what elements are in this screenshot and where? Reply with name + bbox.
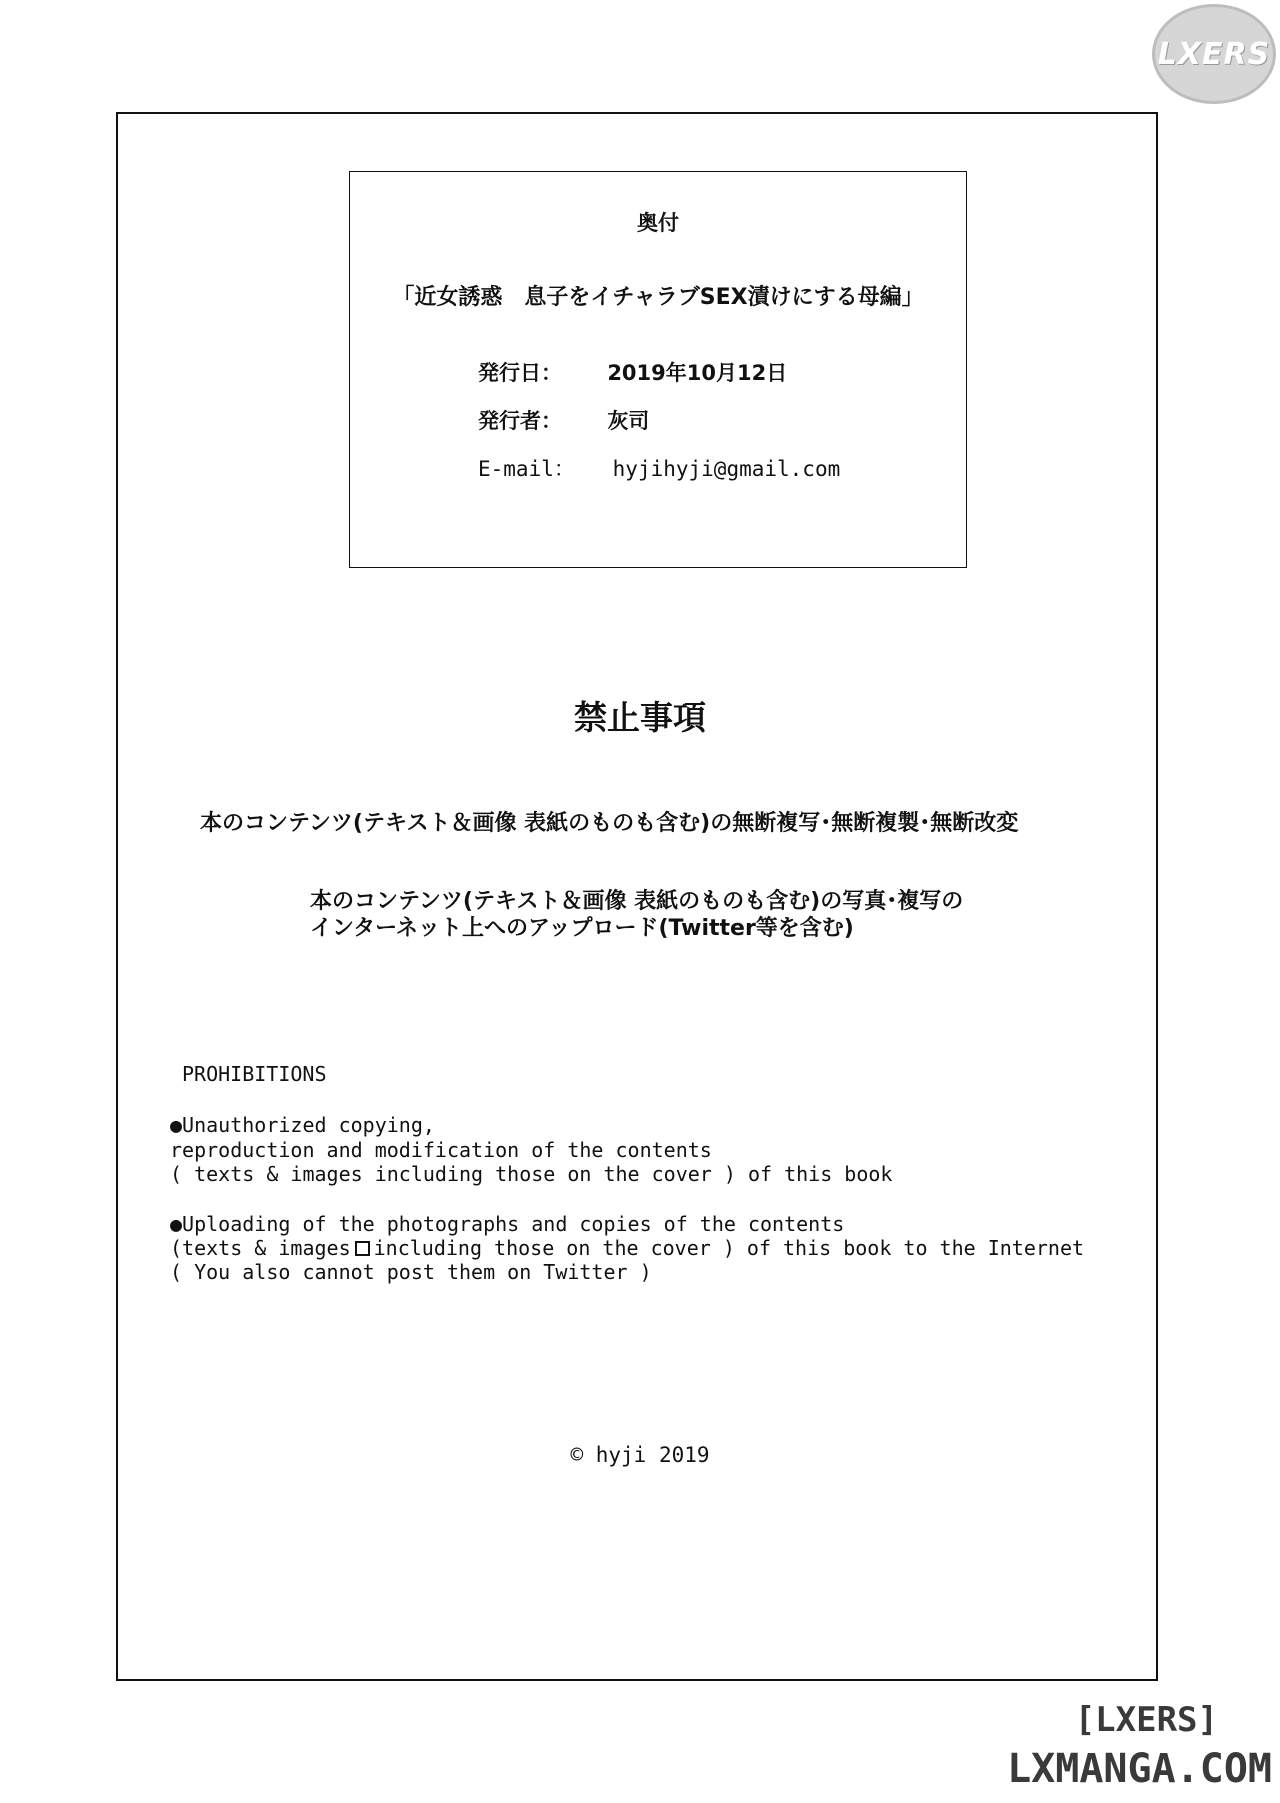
- work-title: 「近女誘惑 息子をイチャラブSEX漬けにする母編」: [392, 285, 924, 310]
- email-value: hyjihyji@gmail.com: [612, 457, 841, 481]
- publish-date-row: [478, 357, 787, 387]
- prohibition-jp-item-1: 本のコンテンツ(テキスト＆画像 表紙のものも含む)の無断複写･無断複製･無断改変: [200, 811, 1019, 836]
- watermark-line-2: LXMANGA.COM: [1007, 1746, 1272, 1792]
- colophon-box: [349, 171, 967, 568]
- publisher-row: [478, 405, 649, 435]
- prohibition-en-item-2-line-2a: (texts & images: [170, 1236, 351, 1260]
- colophon-title: 奥付: [637, 211, 679, 235]
- site-logo: [1152, 4, 1276, 104]
- publish-date-value: 2019年10月12日: [607, 361, 788, 385]
- site-logo-text: LXERS: [1157, 36, 1271, 72]
- email-label: E-mail：: [478, 457, 575, 481]
- publisher-value: 灰司: [607, 409, 650, 433]
- prohibition-en-item-2-line-1: ●Uploading of the photographs and copies of the contents: [170, 1212, 845, 1236]
- prohibition-en-item-1-line-3: ( texts & images including those on the cover ) of this book: [170, 1162, 893, 1186]
- publisher-label: 発行者：: [478, 409, 562, 433]
- prohibition-en-item-1-line-1: ●Unauthorized copying,: [170, 1113, 435, 1137]
- copyright-notice: © hyji 2019: [570, 1443, 710, 1467]
- prohibition-en-item-2-line-3: ( You also cannot post them on Twitter ): [170, 1260, 652, 1284]
- prohibitions-heading-en: PROHIBITIONS: [182, 1062, 327, 1086]
- prohibition-en-item-1-line-2: reproduction and modification of the contents: [170, 1138, 712, 1162]
- publish-date-label: 発行日：: [478, 361, 562, 385]
- prohibition-en-item-2-line-2b: including those on the cover ) of this book to the Internet: [373, 1236, 1085, 1260]
- missing-glyph-box-icon: [355, 1241, 370, 1256]
- prohibition-en-item-2-line-2: [170, 1236, 1084, 1260]
- watermark-line-1: [LXERS]: [1074, 1700, 1218, 1740]
- email-row: [478, 453, 840, 483]
- prohibition-jp-item-2-line-2: インターネット上へのアップロード(Twitter等を含む): [310, 916, 854, 941]
- prohibition-jp-item-2-line-1: 本のコンテンツ(テキスト＆画像 表紙のものも含む)の写真･複写の: [310, 889, 964, 914]
- prohibitions-heading-jp: 禁止事項: [574, 698, 706, 737]
